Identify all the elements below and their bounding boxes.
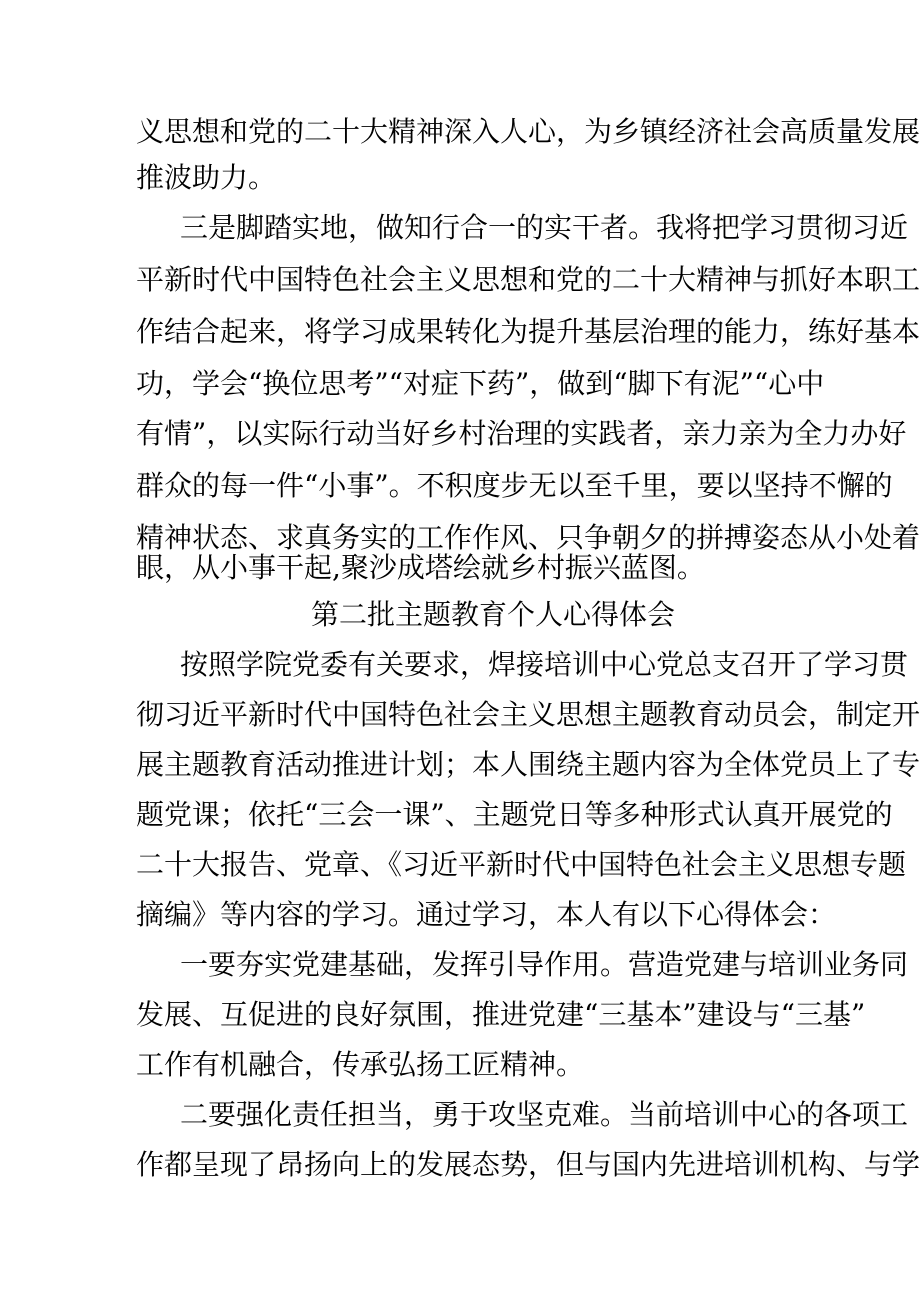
paragraph-line: 一要夯实党建基础，发挥引导作用。营造党建与培训业务同 xyxy=(180,948,909,981)
paragraph-line: 发展、互促进的良好氛围，推进党建“三基本”建设与“三基” xyxy=(136,998,866,1031)
paragraph-line: 二要强化责任担当，勇于攻坚克难。当前培训中心的各项工 xyxy=(180,1098,909,1131)
paragraph-line: 群众的每一件“小事”。不积度步无以至千里，要以坚持不懈的 xyxy=(136,469,893,502)
paragraph-line: 推波助力。 xyxy=(136,161,277,194)
paragraph-line: 摘编》等内容的学习。通过学习，本人有以下心得体会： xyxy=(136,898,837,931)
paragraph-line: 有情”，以实际行动当好乡村治理的实践者，亲力亲为全力办好 xyxy=(136,417,907,450)
paragraph-line: 功，学会“换位思考”“对症下药”，做到“脚下有泥”“心中 xyxy=(136,367,825,400)
paragraph-line: 按照学院党委有关要求，焊接培训中心党总支召开了学习贯 xyxy=(180,648,909,681)
paragraph-line: 二十大报告、党章、《习近平新时代中国特色社会主义思想专题 xyxy=(136,848,907,881)
section-title: 第二批主题教育个人心得体会 xyxy=(311,598,676,631)
paragraph-line: 彻习近平新时代中国特色社会主义思想主题教育动员会，制定开 xyxy=(136,698,920,731)
paragraph-line: 题党课；依托“三会一课”、主题党日等多种形式认真开展党的 xyxy=(136,798,893,831)
paragraph-line: 眼，从小事干起,聚沙成塔绘就乡村振兴蓝图。 xyxy=(136,551,705,584)
paragraph-line: 作都呈现了昂扬向上的发展态势，但与国内先进培训机构、与学 xyxy=(136,1148,920,1181)
paragraph-line: 义思想和党的二十大精神深入人心，为乡镇经济社会高质量发展 xyxy=(136,115,920,148)
paragraph-line: 三是脚踏实地，做知行合一的实干者。我将把学习贯彻习近 xyxy=(180,211,909,244)
paragraph-line: 作结合起来，将学习成果转化为提升基层治理的能力，练好基本 xyxy=(136,315,920,348)
paragraph-line: 展主题教育活动推进计划；本人围绕主题内容为全体党员上了专 xyxy=(136,748,920,781)
paragraph-line: 平新时代中国特色社会主义思想和党的二十大精神与抓好本职工 xyxy=(136,263,920,296)
paragraph-line: 精神状态、求真务实的工作作风、只争朝夕的拼搏姿态从小处着 xyxy=(136,521,920,554)
paragraph-line: 工作有机融合，传承弘扬工匠精神。 xyxy=(136,1048,585,1081)
